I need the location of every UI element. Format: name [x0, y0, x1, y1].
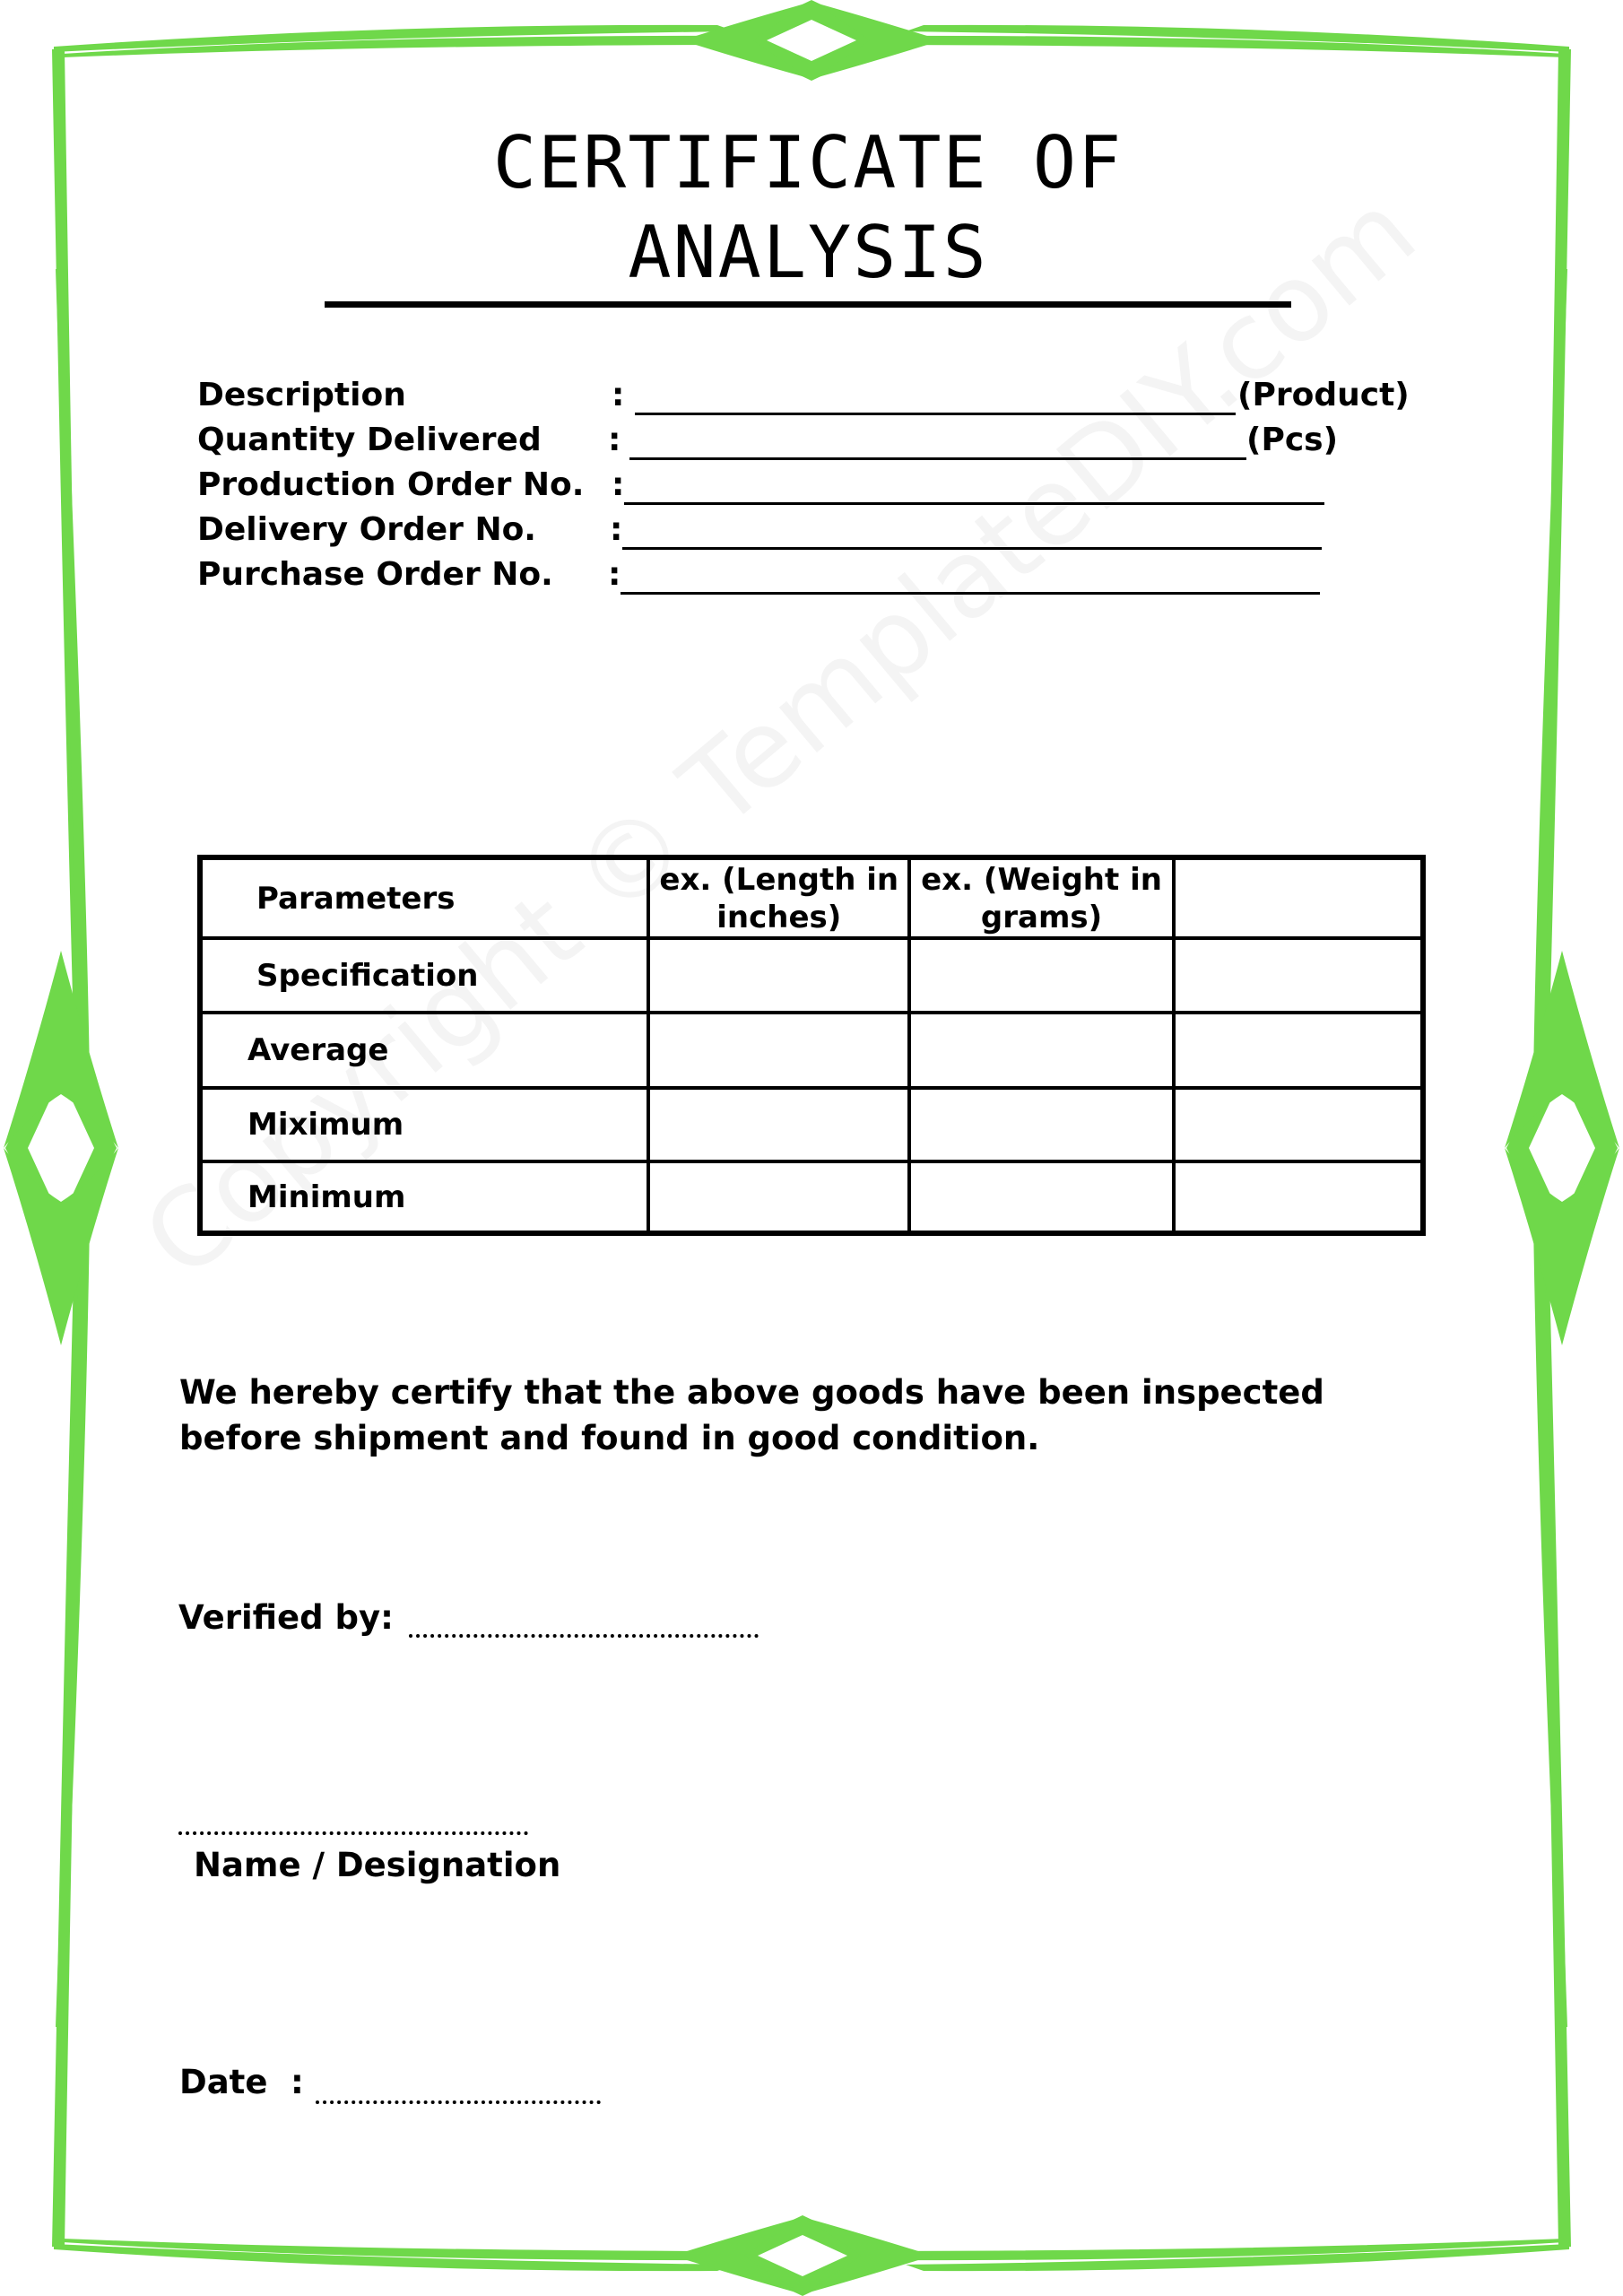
- field-label: Purchase Order No.: [197, 556, 553, 593]
- name-designation-line[interactable]: [178, 1831, 528, 1835]
- table-cell[interactable]: [1174, 1088, 1423, 1161]
- header-cell: [1174, 857, 1423, 938]
- header-cell: ex. (Weight in grams): [909, 857, 1174, 938]
- table-cell[interactable]: [1174, 938, 1423, 1013]
- table-cell[interactable]: [648, 938, 909, 1013]
- date-colon: :: [291, 2063, 304, 2101]
- header-cell: ex. (Length in inches): [648, 857, 909, 938]
- field-label: Description: [197, 377, 406, 413]
- blank-line[interactable]: [622, 547, 1322, 550]
- field-quantity-delivered: [197, 422, 1435, 466]
- name-designation-label: Name / Designation: [194, 1846, 561, 1884]
- parameters-table: [197, 855, 1426, 1236]
- table-cell[interactable]: [909, 938, 1174, 1013]
- table-row: [200, 1013, 1423, 1088]
- blank-line[interactable]: [635, 413, 1236, 415]
- row-label: Average: [200, 1013, 648, 1088]
- date-label: Date: [179, 2063, 268, 2101]
- field-label: Production Order No.: [197, 466, 585, 503]
- field-unit: (Pcs): [1246, 422, 1339, 458]
- table-cell[interactable]: [648, 1161, 909, 1233]
- table-row: [200, 1161, 1423, 1233]
- certification-statement: We hereby certify that the above goods have been inspected before shipment and found in good condition.: [179, 1373, 1324, 1457]
- field-colon: :: [608, 422, 621, 458]
- field-label: Quantity Delivered: [197, 422, 542, 458]
- row-label: Miximum: [200, 1088, 648, 1161]
- table-cell[interactable]: [909, 1013, 1174, 1088]
- date-line[interactable]: [316, 2100, 601, 2104]
- header-cell: Parameters: [200, 857, 648, 938]
- table-cell[interactable]: [909, 1088, 1174, 1161]
- table-cell[interactable]: [909, 1161, 1174, 1233]
- document-title: CERTIFICATE OF ANALYSIS: [325, 118, 1291, 308]
- blank-line[interactable]: [624, 502, 1324, 505]
- table-cell[interactable]: [648, 1088, 909, 1161]
- verified-by-signature-line[interactable]: [409, 1634, 759, 1638]
- blank-line[interactable]: [629, 457, 1246, 460]
- blank-line[interactable]: [621, 592, 1320, 595]
- field-colon: :: [608, 556, 621, 593]
- field-delivery-order: [197, 511, 1435, 556]
- field-description: [197, 377, 1435, 422]
- table-header-row: [200, 857, 1423, 938]
- field-unit: (Product): [1237, 377, 1410, 413]
- table-cell[interactable]: [1174, 1161, 1423, 1233]
- row-label: Specification: [200, 938, 648, 1013]
- field-colon: :: [610, 511, 623, 548]
- field-colon: :: [612, 377, 625, 413]
- field-label: Delivery Order No.: [197, 511, 536, 548]
- row-label: Minimum: [200, 1161, 648, 1233]
- verified-by-label: Verified by:: [178, 1598, 394, 1637]
- field-purchase-order: [197, 556, 1435, 601]
- table-cell[interactable]: [1174, 1013, 1423, 1088]
- table-row: [200, 1088, 1423, 1161]
- table-cell[interactable]: [648, 1013, 909, 1088]
- field-colon: :: [612, 466, 625, 503]
- table-row: [200, 938, 1423, 1013]
- field-production-order: [197, 466, 1435, 511]
